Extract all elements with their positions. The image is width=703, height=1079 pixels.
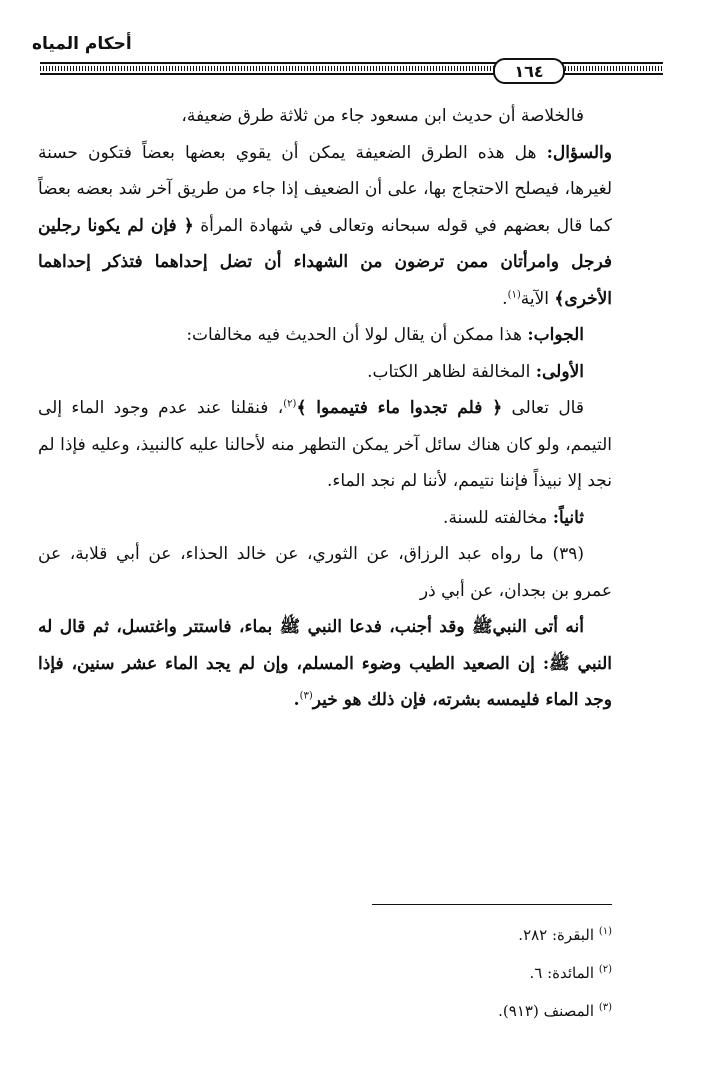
quran-quote: ﴿ فإن لم يكونا رجلين فرجل وامرأتان ممن ترضون من الشهداء أن تضل إحداهما فتذكر إحداهما الأخرى﴾ [38, 215, 612, 309]
question-tail: . [502, 288, 508, 309]
footnote-ref-3: (٣) [299, 690, 313, 702]
question-label: والسؤال: [546, 142, 612, 163]
footnote-2-text: المائدة: ٦. [529, 964, 599, 982]
verse-text: ، فنقلنا عند عدم وجود الماء إلى التيمم، ولو كان هناك سائل آخر يمكن التطهر منه لأحالنا عليه كالنبيذ، وعليه فإذا لم نجد إلا نبيذاً فإننا نتيمم، لأننا لم نجد الماء. [38, 398, 612, 491]
summary-text: فالخلاصة أن حديث ابن مسعود جاء من ثلاثة طرق ضعيفة، [181, 106, 584, 126]
hadith-text: أنه أتى النبيﷺ وقد أجنب، فدعا النبي ﷺ بماء، فاستتر واغتسل، ثم قال له النبي ﷺ: إن الصعيد الطيب وضوء المسلم، وإن لم يجد الماء عشر سنين، فإذا وجد الماء فليمسه بشرته، فإن ذلك هو خير [38, 617, 612, 710]
footnote-separator [372, 904, 612, 905]
footnote-ref-1: (١) [507, 288, 521, 300]
verse-intro: قال تعالى [502, 398, 584, 418]
question-text: هل هذه الطرق الضعيفة يمكن أن يقوي بعضها بعضاً فتكون حسنة لغيرها، فيصلح الاحتجاج بها، على أن الضعيف إذا جاء من طريق آخر شد بعضه بعضاً كما قال بعضهم في قوله سبحانه وتعالى في شهادة المرأة [38, 142, 613, 236]
answer-label: الجواب: [527, 325, 584, 345]
hadith-tail: . [293, 690, 300, 710]
footnote-1-text: البقرة: ٢٨٢. [518, 926, 599, 944]
first-label: الأولى: [535, 361, 584, 382]
paragraph-summary [38, 98, 612, 135]
header-rule-hatch [40, 66, 663, 71]
footnote-3-number: (٣) [598, 1002, 612, 1013]
quote-aya-label: الآية [520, 288, 555, 309]
running-header-title: أحكام المياه [32, 34, 132, 54]
header-rule-bottom [40, 73, 663, 75]
page-number: ١٦٤ [514, 61, 544, 81]
footnote-3-text: المصنف (٩١٣). [498, 1002, 599, 1020]
second-label: ثانياً: [552, 507, 584, 528]
footnote-1-number: (١) [598, 926, 612, 937]
footnote-3 [372, 992, 612, 1030]
footnotes [372, 916, 612, 1030]
page-number-badge [493, 58, 565, 84]
hadith-chain-text: (٣٩) ما رواه عبد الرزاق، عن الثوري، عن خالد الحذاء، عن أبي قلابة، عن عمرو بن بجدان، عن أبي ذر [38, 544, 612, 601]
footnote-1 [372, 916, 612, 954]
first-text: المخالفة لظاهر الكتاب. [367, 361, 536, 382]
paragraph-question [38, 135, 612, 318]
paragraph-answer [38, 317, 612, 354]
verse-quote: ﴿ فلم تجدوا ماء فتيمموا ﴾ [296, 398, 503, 418]
header-rule-top [40, 62, 663, 64]
paragraph-first [38, 354, 612, 391]
paragraph-second [38, 500, 612, 537]
paragraph-hadith-chain [38, 536, 612, 609]
footnote-2 [372, 954, 612, 992]
footnote-ref-2: (٢) [283, 398, 297, 410]
paragraph-hadith-text [38, 609, 612, 719]
main-text [38, 98, 612, 719]
second-text: مخالفته للسنة. [443, 507, 553, 528]
paragraph-verse [38, 390, 612, 500]
footnote-2-number: (٢) [598, 964, 612, 975]
answer-text: هذا ممكن أن يقال لولا أن الحديث فيه مخالفات: [186, 325, 528, 345]
